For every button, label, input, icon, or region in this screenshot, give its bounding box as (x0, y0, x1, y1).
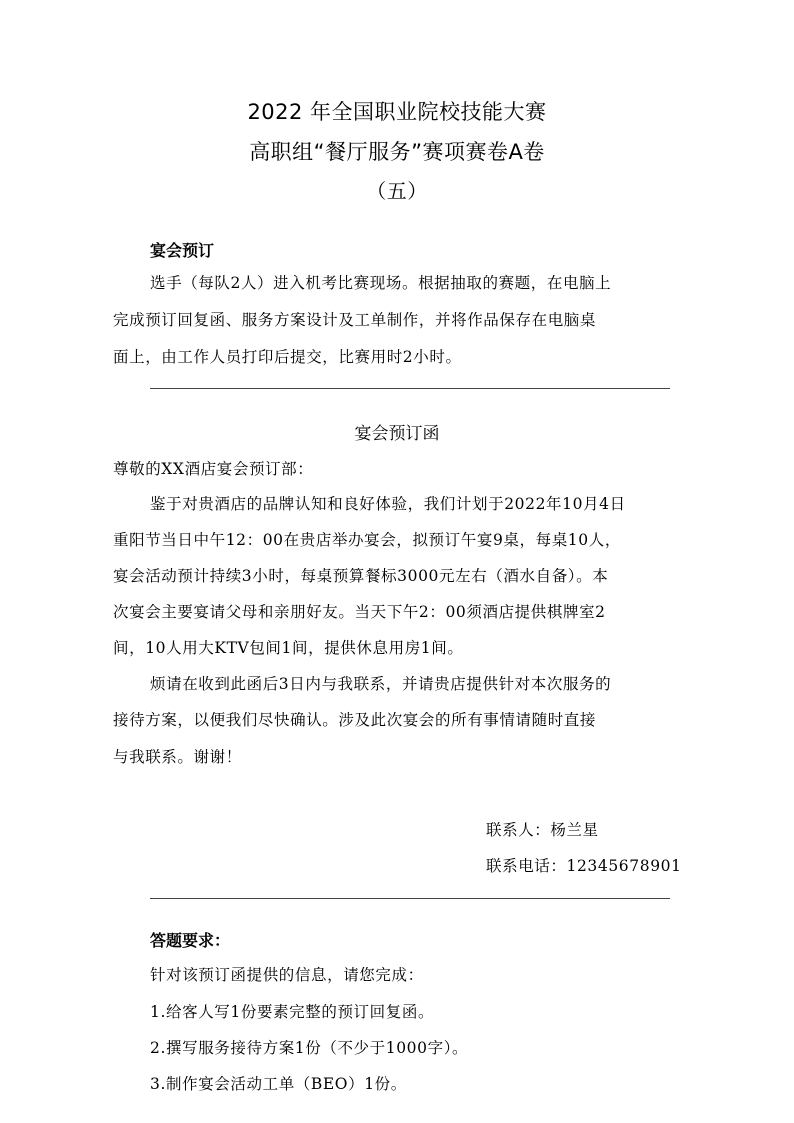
requirements-intro: 针对该预订函提供的信息，请您完成： (150, 966, 424, 984)
requirement-item: 1.给客人写1份要素完整的预订回复函。 (150, 1003, 435, 1021)
letter-paragraph-line: 宴会活动预计持续3小时，每桌预算餐标3000元左右（酒水自备）。本 (113, 567, 609, 585)
divider-line (150, 388, 670, 389)
section1-paragraph-line: 选手（每队2人）进入机考比赛现场。根据抽取的赛题，在电脑上 (150, 274, 612, 292)
contact-person: 联系人：杨兰星 (486, 821, 599, 839)
section1-paragraph-line: 面上，由工作人员打印后提交，比赛用时2小时。 (113, 348, 462, 366)
letter-paragraph-line: 间，10人用大KTV包间1间，提供休息用房1间。 (113, 639, 464, 657)
section1-paragraph-line: 完成预订回复函、服务方案设计及工单制作，并将作品保存在电脑桌 (113, 311, 597, 329)
divider-line (150, 898, 670, 899)
letter-paragraph-line: 接待方案，以便我们尽快确认。涉及此次宴会的所有事情请随时直接 (113, 711, 597, 729)
page-title-line3: （五） (366, 179, 428, 203)
letter-salutation: 尊敬的XX酒店宴会预订部： (113, 460, 314, 478)
page-title-line2: 高职组“餐厅服务”赛项赛卷A卷 (249, 140, 545, 164)
letter-paragraph-line: 次宴会主要宴请父母和亲朋好友。当天下午2：00须酒店提供棋牌室2 (113, 603, 606, 621)
requirement-item: 2.撰写服务接待方案1份（不少于1000字）。 (150, 1039, 469, 1057)
letter-paragraph-line: 鉴于对贵酒店的品牌认知和良好体验，我们计划于2022年10月4日 (150, 495, 626, 513)
contact-phone: 联系电话：12345678901 (486, 857, 682, 875)
letter-title: 宴会预订函 (354, 424, 440, 444)
requirement-item: 3.制作宴会活动工单（BEO）1份。 (150, 1075, 407, 1093)
letter-paragraph-line: 烦请在收到此函后3日内与我联系，并请贵店提供针对本次服务的 (150, 675, 612, 693)
letter-paragraph-line: 与我联系。谢谢！ (113, 748, 242, 766)
section-heading-banquet-booking: 宴会预订 (150, 241, 215, 260)
requirements-heading: 答题要求： (150, 931, 231, 950)
page-title-line1: 2022 年全国职业院校技能大赛 (247, 100, 547, 124)
letter-paragraph-line: 重阳节当日中午12：00在贵店举办宴会，拟预订午宴9桌，每桌10人， (113, 531, 621, 549)
